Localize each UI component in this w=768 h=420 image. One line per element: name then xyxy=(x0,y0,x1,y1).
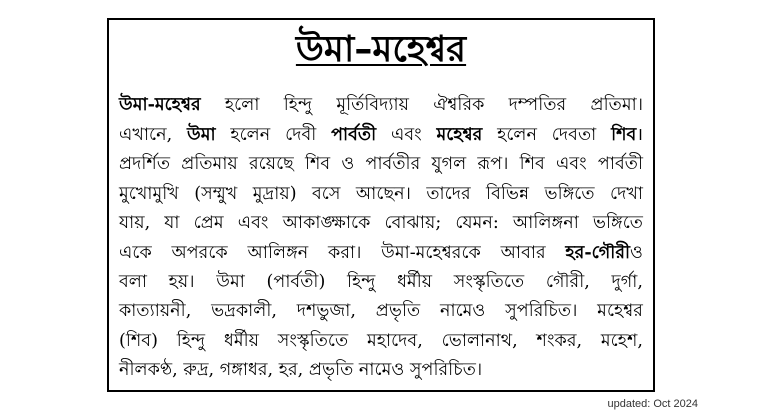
text-segment: এখানে, xyxy=(119,125,187,146)
highlight-term: পার্বতী xyxy=(331,124,377,146)
text-line-6 xyxy=(119,238,643,268)
highlight-term: হর-গৌরী xyxy=(565,242,631,264)
text-segment: একে অপরকে আলিঙ্গন করা। উমা-মহেশ্বরকে আবার xyxy=(119,243,566,264)
info-card xyxy=(107,18,655,392)
text-line-8: কাত্যায়নী, ভদ্রকালী, দশভুজা, প্রভৃতি নামেও সুপরিচিত। মহেশ্বর xyxy=(119,301,643,322)
text-line-10: নীলকণ্ঠ, রুদ্র, গঙ্গাধর, হর, প্রভৃতি নামেও সুপরিচিত। xyxy=(119,359,483,380)
text-segment: হলেন দেবী xyxy=(215,125,332,146)
text-line-7: বলা হয়। উমা (পার্বতী) হিন্দু ধর্মীয় সংস্কৃতিতে গৌরী, দুর্গা, xyxy=(119,272,643,293)
updated-date: updated: Oct 2024 xyxy=(607,398,698,410)
text-line-9: (শিব) হিন্দু ধর্মীয় সংস্কৃতিতে মহাদেব, ভোলানাথ, শংকর, মহেশ, xyxy=(119,330,643,351)
page-title: উমা–মহেশ্বর xyxy=(295,29,467,70)
text-segment: হলেন দেবতা xyxy=(482,125,612,146)
text-segment: এবং xyxy=(376,125,437,146)
text-line-1 xyxy=(119,90,643,120)
text-line-5: যায়, যা প্রেম এবং আকাঙ্ক্ষাকে বোঝায়; যেমন: আলিঙ্গনা ভঙ্গিতে xyxy=(119,212,643,233)
description-paragraph xyxy=(119,90,643,385)
highlight-term: উমা xyxy=(187,124,216,146)
text-line-4: মুখোমুখি (সম্মুখ মুদ্রায়) বসে আছেন। তাদের বিভিন্ন ভঙ্গিতে দেখা xyxy=(119,183,643,204)
highlight-term: উমা-মহেশ্বর xyxy=(119,94,201,115)
text-segment: । xyxy=(636,125,643,146)
text-line-3: প্রদর্শিত প্রতিমায় রয়েছে শিব ও পার্বতীর যুগল রূপ। শিব এবং পার্বতী xyxy=(119,154,643,175)
highlight-term: মহেশ্বর xyxy=(436,124,483,146)
text-segment: হলো হিন্দু মূর্তিবিদ্যায় ঐশ্বরিক দম্পতির প্রতিমা। xyxy=(200,95,643,115)
text-segment: ও xyxy=(630,243,643,264)
text-line-2 xyxy=(119,120,643,150)
highlight-term: শিব xyxy=(611,124,637,146)
